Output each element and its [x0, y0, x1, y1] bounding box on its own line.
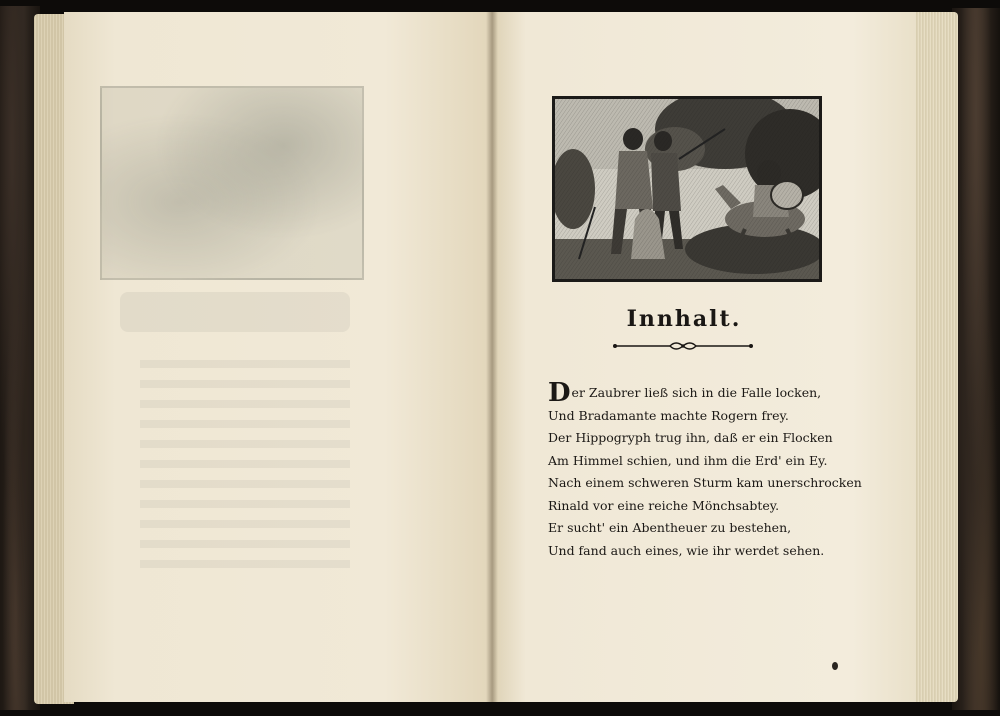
verse-line: Und Bradamante machte Rogern frey. — [548, 407, 789, 423]
engraving-illustration-icon — [552, 96, 822, 282]
verse-line: Er sucht' ein Abentheuer zu bestehen, — [548, 520, 792, 535]
book-gutter — [486, 12, 498, 702]
verse-line — [548, 378, 848, 408]
ornamental-rule-icon — [612, 340, 754, 352]
verse-line-text: er Zaubrer ließ sich in die Falle locken, — [571, 385, 822, 400]
show-through-title — [120, 292, 350, 332]
drop-cap: D — [548, 378, 571, 408]
page-title: Innhalt. — [626, 306, 742, 332]
verse-line: Rinald vor eine reiche Mönchsabtey. — [548, 497, 780, 513]
right-cover-edge — [952, 8, 1000, 710]
ink-speck — [832, 662, 838, 670]
verse-line: Nach einem schweren Sturm kam unerschrocken — [548, 475, 862, 490]
verse-line: Der Hippogryph trug ihn, daß er ein Flocken — [548, 430, 833, 445]
show-through-engraving-icon — [100, 86, 364, 280]
show-through-text — [140, 360, 350, 580]
verse-line: Am Himmel schien, und ihm die Erd' ein Ey. — [548, 452, 828, 468]
poem-verse — [548, 378, 862, 562]
verse-line: Und fand auch eines, wie ihr werdet sehen. — [548, 542, 825, 558]
